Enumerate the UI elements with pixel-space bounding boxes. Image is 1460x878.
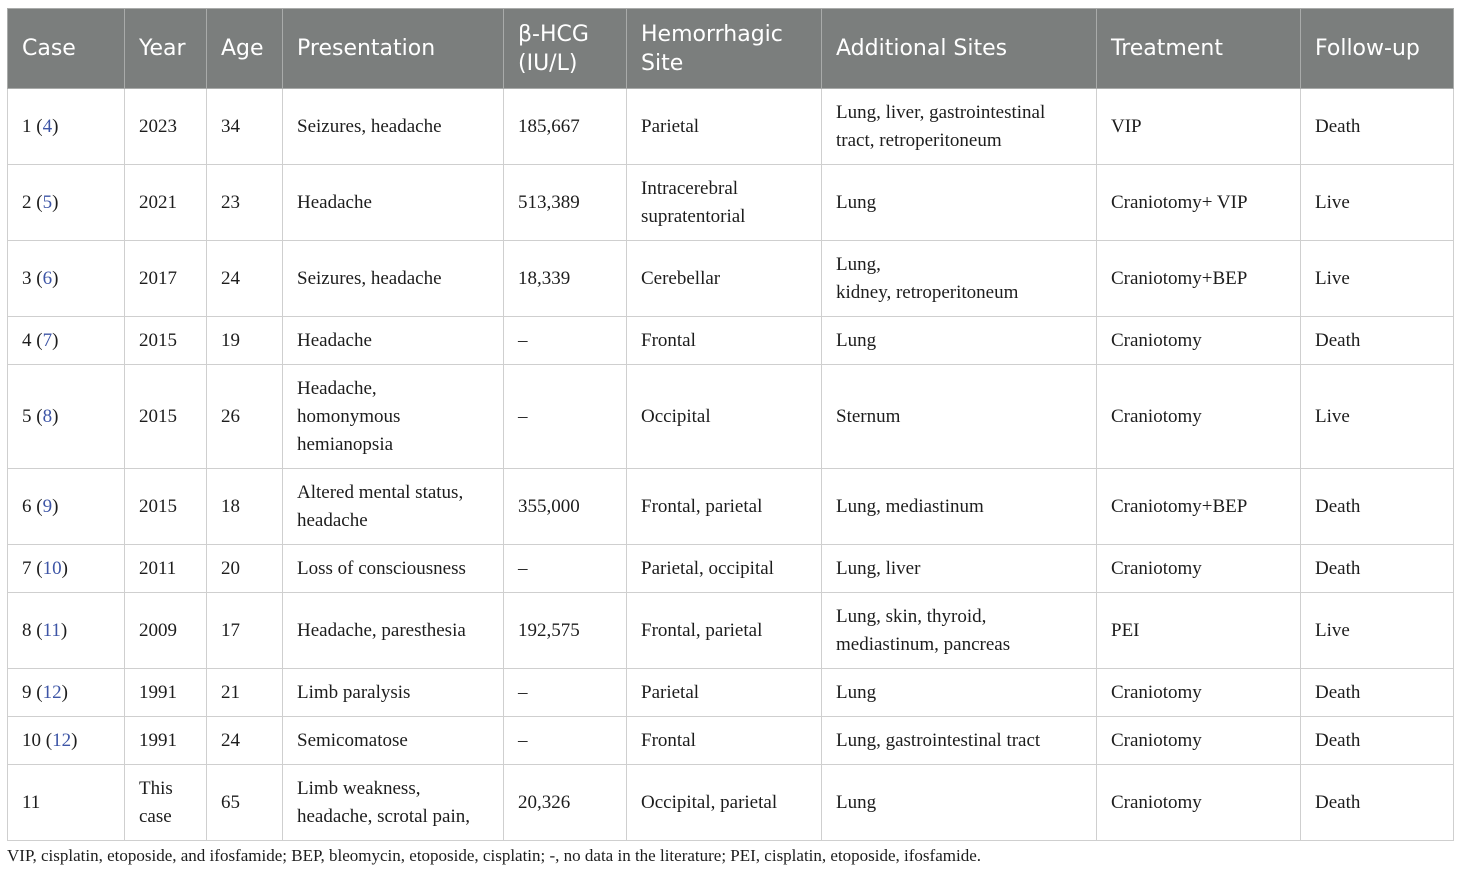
reference-link[interactable]: 6 <box>42 267 53 289</box>
reference-link[interactable]: 9 <box>42 495 53 517</box>
table-row <box>8 669 1454 717</box>
reference-link[interactable]: 8 <box>42 405 53 427</box>
reference-link[interactable]: 12 <box>42 681 62 703</box>
header-row <box>8 9 1454 89</box>
cell-follow-up: Death <box>1301 317 1454 365</box>
cell-bhcg: – <box>504 717 627 765</box>
cell-additional-sites: Lung <box>822 317 1097 365</box>
cell-bhcg: – <box>504 365 627 469</box>
cell-follow-up: Death <box>1301 89 1454 165</box>
cell-treatment: Craniotomy <box>1097 317 1301 365</box>
case-number: 11 <box>22 791 41 813</box>
table-row <box>8 593 1454 669</box>
cell-presentation: Seizures, headache <box>283 89 504 165</box>
cell-hemorrhagic-site: Cerebellar <box>627 241 822 317</box>
cell-hemorrhagic-site: Intracerebral supratentorial <box>627 165 822 241</box>
cell-presentation: Headache, paresthesia <box>283 593 504 669</box>
cell-hemorrhagic-site: Occipital, parietal <box>627 765 822 841</box>
cell-bhcg: 355,000 <box>504 469 627 545</box>
table-row <box>8 545 1454 593</box>
cell-additional-sites: Lung, liver <box>822 545 1097 593</box>
cell-year: This case <box>125 765 207 841</box>
cell-additional-sites: Lung, skin, thyroid, mediastinum, pancreas <box>822 593 1097 669</box>
cell-follow-up: Live <box>1301 241 1454 317</box>
cell-bhcg: 18,339 <box>504 241 627 317</box>
cell-year: 2011 <box>125 545 207 593</box>
cell-age: 34 <box>207 89 283 165</box>
table-row <box>8 317 1454 365</box>
cell-age: 23 <box>207 165 283 241</box>
case-number: 9 <box>22 681 32 703</box>
cell-follow-up: Death <box>1301 669 1454 717</box>
cell-treatment: Craniotomy <box>1097 765 1301 841</box>
cell-year: 1991 <box>125 717 207 765</box>
cell-age: 26 <box>207 365 283 469</box>
cell-case: 7 (10) <box>8 545 125 593</box>
cell-age: 24 <box>207 241 283 317</box>
cell-follow-up: Death <box>1301 469 1454 545</box>
col-header-additional-sites: Additional Sites <box>822 9 1097 89</box>
table-footnote: VIP, cisplatin, etoposide, and ifosfamide; BEP, bleomycin, etoposide, cisplatin; -, no data in the literature; PEI, cisplatin, etoposide, ifosfamide. <box>7 846 981 865</box>
case-number: 7 <box>22 557 32 579</box>
cell-hemorrhagic-site: Parietal <box>627 89 822 165</box>
cell-treatment: VIP <box>1097 89 1301 165</box>
cell-hemorrhagic-site: Frontal <box>627 317 822 365</box>
col-header-presentation: Presentation <box>283 9 504 89</box>
cell-additional-sites: Sternum <box>822 365 1097 469</box>
cell-year: 2017 <box>125 241 207 317</box>
cell-additional-sites: Lung, mediastinum <box>822 469 1097 545</box>
case-number: 6 <box>22 495 32 517</box>
cell-year: 2023 <box>125 89 207 165</box>
case-number: 8 <box>22 619 32 641</box>
reference-link[interactable]: 7 <box>42 329 53 351</box>
cell-hemorrhagic-site: Frontal, parietal <box>627 593 822 669</box>
cell-treatment: Craniotomy <box>1097 365 1301 469</box>
cell-bhcg: – <box>504 317 627 365</box>
reference-link[interactable]: 12 <box>52 729 72 751</box>
cell-follow-up: Death <box>1301 717 1454 765</box>
cell-additional-sites: Lung <box>822 669 1097 717</box>
reference-link[interactable]: 4 <box>42 115 53 137</box>
case-number: 4 <box>22 329 32 351</box>
cell-presentation: Semicomatose <box>283 717 504 765</box>
cell-case: 8 (11) <box>8 593 125 669</box>
cell-treatment: PEI <box>1097 593 1301 669</box>
cell-case: 4 (7) <box>8 317 125 365</box>
col-header-treatment: Treatment <box>1097 9 1301 89</box>
table-row <box>8 89 1454 165</box>
cell-treatment: Craniotomy+BEP <box>1097 469 1301 545</box>
table-row <box>8 165 1454 241</box>
cell-treatment: Craniotomy <box>1097 669 1301 717</box>
col-header-bhcg: β-HCG (IU/L) <box>504 9 627 89</box>
cell-presentation: Seizures, headache <box>283 241 504 317</box>
cell-case: 2 (5) <box>8 165 125 241</box>
cell-additional-sites: Lung <box>822 765 1097 841</box>
cell-hemorrhagic-site: Frontal <box>627 717 822 765</box>
cell-hemorrhagic-site: Parietal <box>627 669 822 717</box>
cell-treatment: Craniotomy+BEP <box>1097 241 1301 317</box>
cell-treatment: Craniotomy+ VIP <box>1097 165 1301 241</box>
cell-year: 2015 <box>125 317 207 365</box>
cell-additional-sites: Lung, liver, gastrointestinal tract, retroperitoneum <box>822 89 1097 165</box>
cell-presentation: Headache <box>283 317 504 365</box>
case-number: 5 <box>22 405 32 427</box>
cell-case: 3 (6) <box>8 241 125 317</box>
cell-year: 2021 <box>125 165 207 241</box>
cell-case: 10 (12) <box>8 717 125 765</box>
cell-hemorrhagic-site: Occipital <box>627 365 822 469</box>
reference-link[interactable]: 10 <box>42 557 62 579</box>
cell-presentation: Headache, homonymous hemianopsia <box>283 365 504 469</box>
table-row <box>8 241 1454 317</box>
cell-bhcg: 513,389 <box>504 165 627 241</box>
cell-bhcg: – <box>504 669 627 717</box>
cell-age: 18 <box>207 469 283 545</box>
cell-presentation: Headache <box>283 165 504 241</box>
reference-link[interactable]: 5 <box>42 191 53 213</box>
case-number: 10 <box>22 729 41 751</box>
cell-case <box>8 765 125 841</box>
cell-additional-sites: Lung, kidney, retroperitoneum <box>822 241 1097 317</box>
cell-follow-up: Death <box>1301 765 1454 841</box>
case-number: 2 <box>22 191 32 213</box>
col-header-case: Case <box>8 9 125 89</box>
cell-presentation: Loss of consciousness <box>283 545 504 593</box>
cell-case: 1 (4) <box>8 89 125 165</box>
cell-age: 24 <box>207 717 283 765</box>
table-header <box>8 9 1454 89</box>
cell-hemorrhagic-site: Frontal, parietal <box>627 469 822 545</box>
cell-presentation: Limb weakness, headache, scrotal pain, <box>283 765 504 841</box>
cell-bhcg: 192,575 <box>504 593 627 669</box>
cell-treatment: Craniotomy <box>1097 545 1301 593</box>
cell-presentation: Limb paralysis <box>283 669 504 717</box>
cell-case: 6 (9) <box>8 469 125 545</box>
cell-additional-sites: Lung, gastrointestinal tract <box>822 717 1097 765</box>
table-row <box>8 765 1454 841</box>
cell-bhcg: – <box>504 545 627 593</box>
cell-age: 17 <box>207 593 283 669</box>
cell-additional-sites: Lung <box>822 165 1097 241</box>
cell-year: 2009 <box>125 593 207 669</box>
case-number: 3 <box>22 267 32 289</box>
cell-case: 9 (12) <box>8 669 125 717</box>
cell-year: 1991 <box>125 669 207 717</box>
reference-link[interactable]: 11 <box>42 619 61 641</box>
col-header-age: Age <box>207 9 283 89</box>
table-row <box>8 717 1454 765</box>
cell-age: 21 <box>207 669 283 717</box>
cell-age: 20 <box>207 545 283 593</box>
table-row <box>8 469 1454 545</box>
cell-hemorrhagic-site: Parietal, occipital <box>627 545 822 593</box>
cell-treatment: Craniotomy <box>1097 717 1301 765</box>
cell-year: 2015 <box>125 469 207 545</box>
case-table <box>7 8 1454 841</box>
table-body <box>8 89 1454 841</box>
cell-presentation: Altered mental status, headache <box>283 469 504 545</box>
col-header-follow-up: Follow-up <box>1301 9 1454 89</box>
cell-bhcg: 20,326 <box>504 765 627 841</box>
col-header-year: Year <box>125 9 207 89</box>
cell-case: 5 (8) <box>8 365 125 469</box>
cell-follow-up: Live <box>1301 165 1454 241</box>
cell-bhcg: 185,667 <box>504 89 627 165</box>
cell-follow-up: Live <box>1301 593 1454 669</box>
cell-age: 65 <box>207 765 283 841</box>
cell-follow-up: Death <box>1301 545 1454 593</box>
cell-follow-up: Live <box>1301 365 1454 469</box>
col-header-hemorrhagic-site: Hemorrhagic Site <box>627 9 822 89</box>
cell-year: 2015 <box>125 365 207 469</box>
table-row <box>8 365 1454 469</box>
case-number: 1 <box>22 115 32 137</box>
cell-age: 19 <box>207 317 283 365</box>
